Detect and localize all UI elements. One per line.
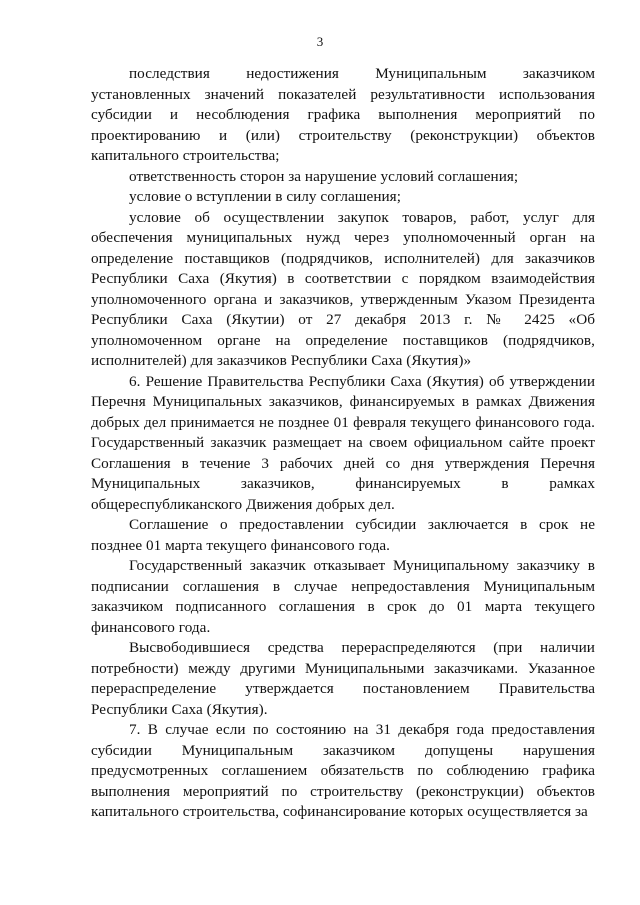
paragraph-agreement-deadline: Соглашение о предоставлении субсидии заключается в срок не позднее 01 марта текущего финансового года. (91, 516, 595, 554)
page-number: 3 (316, 34, 324, 49)
paragraph-refusal: Государственный заказчик отказывает Муниципальному заказчику в подписании соглашения в случае непредоставления Муниципальным заказчиком подписанного соглашения в срок до 01 марта текущего финансового года. (91, 557, 595, 636)
paragraph-procurement-condition: условие об осуществлении закупок товаров, работ, услуг для обеспечения муниципальных нужд через уполномоченный орган на определение поставщиков (подрядчиков, исполнителей) для заказчиков Республики Саха (Якутия) в соответствии с порядком взаимодействия уполномоченного органа и заказчиков, утвержденным Указом Президента Республики Саха (Якутии) от 27 декабря 2013 г. № 2425 «Об уполномоченном органе на определение поставщиков (подрядчиков, исполнителей) для заказчиков Республики Саха (Якутия)» (91, 208, 595, 369)
paragraph-redistribution: Высвободившиеся средства перераспределяются (при наличии потребности) между другими Муниципальными заказчиками. Указанное перераспределение утверждается постановлением Правительства Республики Саха (Якутия). (91, 639, 595, 718)
document-body (91, 64, 595, 823)
paragraph-consequences: последствия недостижения Муниципальным заказчиком установленных значений показателей результативности использования субсидии и несоблюдения графика выполнения мероприятий по проектированию и (или) строительству (реконструкции) объектов капитального строительства; (91, 65, 595, 164)
paragraph-section-6: 6. Решение Правительства Республики Саха (Якутия) об утверждении Перечня Муниципальных заказчиков, финансируемых в рамках Движения добрых дел принимается не позднее 01 февраля текущего финансового года. Государственный заказчик размещает на своем официальном сайте проект Соглашения в течение 3 рабочих дней со дня утверждения Перечня Муниципальных заказчиков, финансируемых в рамках общереспубликанского Движения добрых дел. (91, 372, 595, 513)
paragraph-entry-into-force: условие о вступлении в силу соглашения; (129, 188, 401, 205)
paragraph-section-7: 7. В случае если по состоянию на 31 декабря года предоставления субсидии Муниципальным заказчиком допущены нарушения предусмотренных соглашением обязательств по соблюдению графика выполнения мероприятий по строительству (реконструкции) объектов капитального строительства, софинансирование которых осуществляется за (91, 721, 595, 820)
paragraph-liability: ответственность сторон за нарушение условий соглашения; (129, 167, 519, 185)
